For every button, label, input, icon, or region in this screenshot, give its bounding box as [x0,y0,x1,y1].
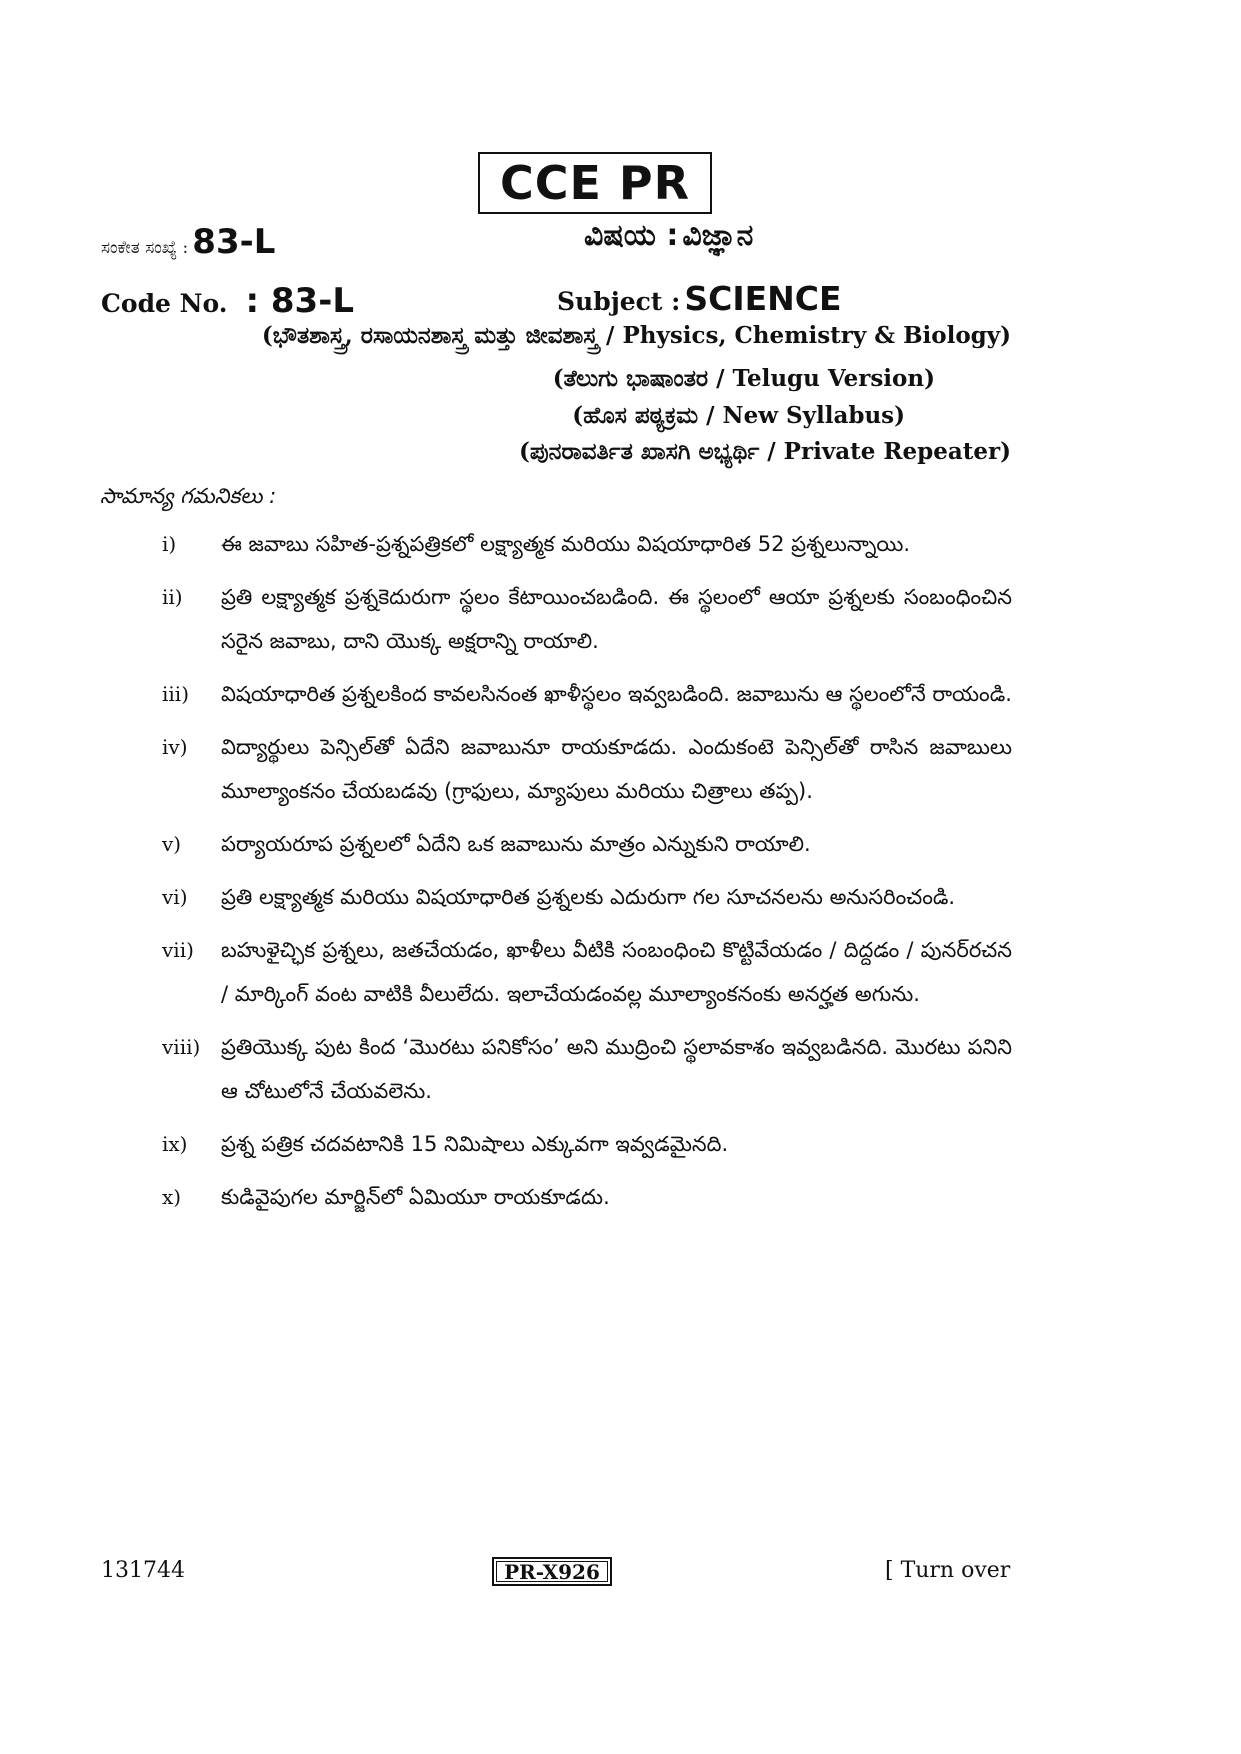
kn-code-row [101,222,275,262]
item-text: ప్రశ్న పత్రిక చదవటానికి 15 నిమిషాలు ఎక్కువగా ఇవ్వడమైనది. [221,1132,729,1156]
list-item [162,575,1012,663]
list-item [162,875,1012,919]
footer-turn-over: [ Turn over [885,1558,1011,1583]
list-item [162,1025,1012,1113]
kn-code-value: 83-L [192,222,276,262]
list-item [162,822,1012,866]
footer-paper-code-box [492,1557,612,1586]
list-item [162,672,1012,716]
item-text: విద్యార్థులు పెన్సిల్‌తో ఏదేని జవాబునూ రాయకూడదు. ఎందుకంటె పెన్సిల్‌తో రాసిన జవాబులు మూల్యాంకనం చేయబడవు (గ్రాఫులు, మ్యాపులు మరియు చిత్రాలు తప్ప). [221,735,1012,803]
kn-subject-label: ವಿಷಯ : [584,218,679,253]
item-number: ii) [162,585,183,609]
list-item [162,928,1012,1016]
footer-serial: 131744 [101,1558,185,1583]
subject-label: Subject : [557,287,681,316]
item-text: బహుళైచ్ఛిక ప్రశ్నలు, జతచేయడం, ఖాళీలు వీటికి సంబంధించి కొట్టివేయడం / దిద్దడం / పునర్‌రచన / మార్కింగ్ వంట వాటికి వీలులేదు. ఇలాచేయడంవల్ల మూల్యాంకనంకు అనర్హత అగును. [221,938,1012,1006]
subject-row [557,279,842,318]
item-number: v) [162,832,182,856]
instructions-list [162,522,1012,1228]
item-text: పర్యాయరూప ప్రశ్నలలో ఏదేని ఒక జవాబును మాత్రం ఎన్నుకుని రాయాలి. [221,832,811,856]
code-value: : 83-L [245,281,354,321]
list-item [162,725,1012,813]
list-item [162,1122,1012,1166]
code-row [101,281,354,321]
item-number: vi) [162,885,188,909]
subtitle-syllabus: (ಹೊಸ ಪಠ್ಯಕ್ರಮ / New Syllabus) [572,402,905,429]
item-text: విషయాధారిత ప్రశ్నలకింద కావలసినంత ఖాళీస్థలం ఇవ్వబడింది. జవాబును ఆ స్థలంలోనే రాయండి. [221,682,1012,706]
kn-subject-row [584,218,753,253]
subtitle-candidate: (ಪುನರಾವರ್ತಿತ ಖಾಸಗಿ ಅಭ್ಯರ್ಥಿ / Private Repeater) [519,438,1011,465]
code-label: Code No. [101,289,228,318]
subtitle-version: (ತೆಲುಗು ಭಾಷಾಂತರ / Telugu Version) [552,365,935,392]
exam-title-box [478,152,712,214]
kn-code-label: ಸಂಕೇತ ಸಂಖ್ಯೆ : [101,238,189,258]
item-number: x) [162,1185,182,1209]
kn-subject-value: ವಿಜ್ಞಾನ [682,218,754,253]
item-number: iii) [162,682,189,706]
item-text: కుడివైపుగల మార్జిన్‌లో ఏమియూ రాయకూడదు. [221,1185,610,1209]
item-number: i) [162,532,177,556]
item-number: iv) [162,735,188,759]
footer-paper-code: PR-X926 [504,1559,600,1584]
list-item [162,522,1012,566]
item-text: ప్రతి లక్ష్యాత్మక ప్రశ్నకెదురుగా స్థలం కేటాయించబడింది. ఈ స్థలంలో ఆయా ప్రశ్నలకు సంబంధించిన సరైన జవాబు, దాని యొక్క అక్షరాన్ని రాయాలి. [221,585,1012,653]
subtitle-subjects: (ಭೌತಶಾಸ್ತ್ರ, ರಸಾಯನಶಾಸ್ತ್ರ ಮತ್ತು ಜೀವಶಾಸ್ತ್ರ / Physics, Chemistry & Biology) [261,322,1011,349]
item-number: ix) [162,1132,188,1156]
list-item [162,1175,1012,1219]
item-text: ప్రతియొక్క పుట కింద ‘మొరటు పనికోసం’ అని ముద్రించి స్థలావకాశం ఇవ్వబడినది. మొరటు పనిని ఆ చోటులోనే చేయవలెను. [221,1035,1012,1103]
general-instructions-title: సామాన్య గమనికలు : [100,484,277,508]
item-text: ప్రతి లక్ష్యాత్మక మరియు విషయాధారిత ప్రశ్నలకు ఎదురుగా గల సూచనలను అనుసరించండి. [221,885,956,909]
item-number: vii) [162,938,194,962]
item-number: viii) [162,1035,201,1059]
exam-title: CCE PR [499,156,691,210]
item-text: ఈ జవాబు సహిత-ప్రశ్నపత్రికలో లక్ష్యాత్మక మరియు విషయాధారిత 52 ప్రశ్నలున్నాయి. [221,532,911,556]
subject-value: SCIENCE [684,279,842,318]
